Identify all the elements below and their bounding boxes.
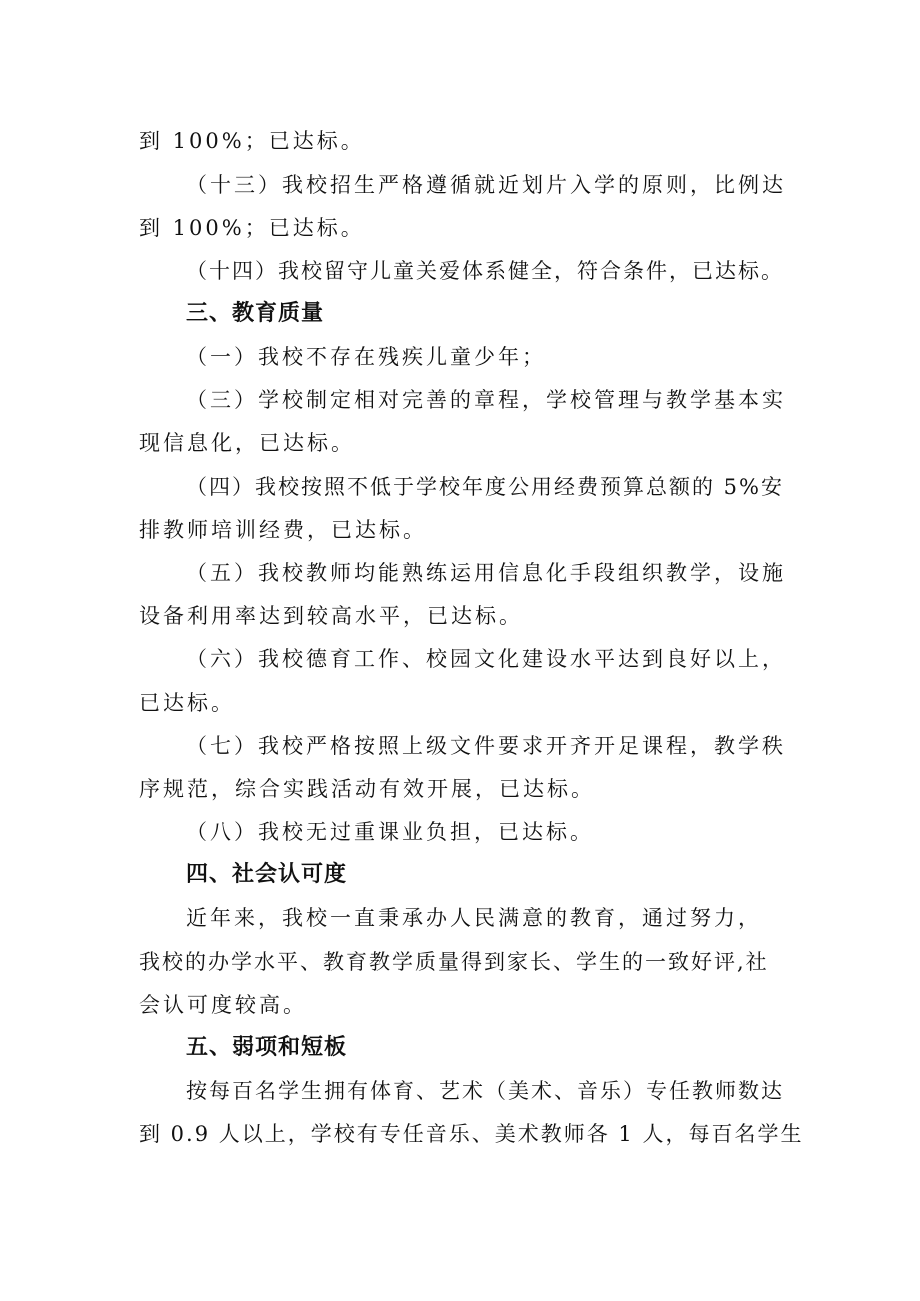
text-line: （六）我校德育工作、校园文化建设水平达到良好以上，	[186, 647, 786, 671]
text-line: （十三）我校招生严格遵循就近划片入学的原则，比例达	[186, 173, 786, 197]
text-line: 排教师培训经费，已达标。	[139, 518, 427, 542]
text-line: （八）我校无过重课业负担，已达标。	[186, 820, 594, 844]
text-line: 到 100%；已达标。	[139, 216, 365, 240]
section-heading-weaknesses: 五、弱项和短板	[186, 1035, 348, 1060]
text-line: 到 100%；已达标。	[139, 129, 365, 153]
text-line: 设备利用率达到较高水平，已达标。	[139, 604, 523, 628]
text-line: （一）我校不存在残疾儿童少年；	[186, 345, 546, 369]
text-line: 按每百名学生拥有体育、艺术（美术、音乐）专任教师数达	[186, 1079, 784, 1103]
text-line: （四）我校按照不低于学校年度公用经费预算总额的 5%安	[186, 475, 784, 499]
text-line: （七）我校严格按照上级文件要求开齐开足课程，教学秩	[186, 734, 786, 758]
text-line: （十四）我校留守儿童关爱体系健全，符合条件，已达标。	[186, 259, 784, 283]
text-line: （三）学校制定相对完善的章程，学校管理与教学基本实	[186, 388, 786, 412]
text-line: 会认可度较高。	[139, 993, 307, 1017]
text-line: 近年来，我校一直秉承办人民满意的教育，通过努力，	[186, 906, 762, 930]
text-line: （五）我校教师均能熟练运用信息化手段组织教学，设施	[186, 561, 786, 585]
text-line: 序规范，综合实践活动有效开展，已达标。	[139, 777, 595, 801]
text-line: 到 0.9 人以上，学校有专任音乐、美术教师各 1 人，每百名学生	[139, 1122, 804, 1146]
section-heading-quality: 三、教育质量	[186, 301, 325, 326]
text-line: 已达标。	[139, 691, 235, 715]
text-line: 我校的办学水平、教育教学质量得到家长、学生的一致好评,社	[139, 950, 769, 974]
text-line: 现信息化，已达标。	[139, 431, 355, 455]
section-heading-recognition: 四、社会认可度	[186, 862, 348, 887]
